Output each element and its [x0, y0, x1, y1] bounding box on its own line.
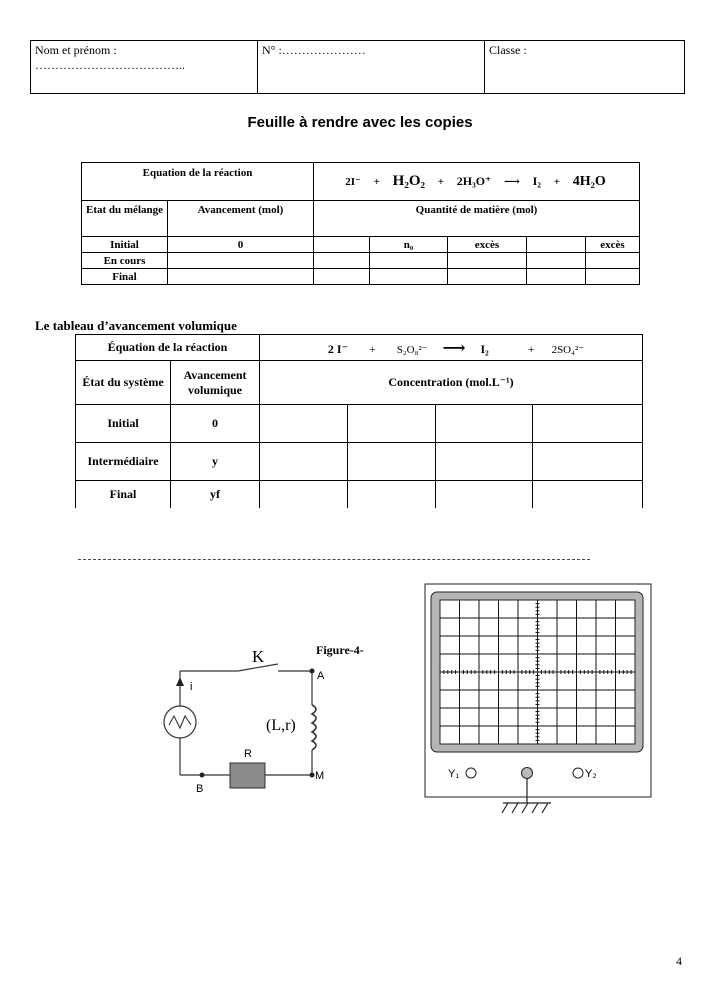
- t1-eq-label: Equation de la réaction: [82, 163, 314, 201]
- input-y1-icon: [466, 768, 476, 778]
- dashed-separator: [78, 559, 590, 560]
- page-number: 4: [676, 954, 682, 968]
- t1-cell[interactable]: [527, 269, 586, 285]
- t2-cell[interactable]: [436, 443, 533, 481]
- t2-eq-term: S₂O₈²⁻: [396, 343, 428, 356]
- page-title: Feuille à rendre avec les copies: [247, 114, 473, 131]
- t1-state-header: Etat du mélange: [82, 201, 168, 237]
- t2-cell[interactable]: [533, 443, 643, 481]
- switch-label: K: [252, 647, 265, 666]
- table-row: [82, 237, 640, 253]
- point-a-label: A: [317, 670, 325, 682]
- t2-conc-header: Concentration (mol.L⁻¹): [260, 361, 643, 405]
- class-cell[interactable]: [485, 41, 685, 94]
- number-label: N° :…………………: [262, 43, 366, 57]
- t2-state: Initial: [76, 405, 171, 443]
- number-cell[interactable]: [258, 41, 485, 94]
- t1-cell[interactable]: [370, 269, 448, 285]
- ground-input-icon: [522, 768, 533, 779]
- t2-eq-term: 2SO₄²⁻: [551, 343, 585, 356]
- reaction-table-1: [81, 162, 640, 285]
- t1-state: Final: [82, 269, 168, 285]
- t1-adv-header: Avancement (mol): [168, 201, 314, 237]
- t2-cell[interactable]: [533, 405, 643, 443]
- name-label: Nom et prénom :: [35, 43, 117, 57]
- class-label: Classe :: [489, 43, 527, 57]
- table-row: [76, 443, 643, 481]
- t2-cell[interactable]: [348, 443, 436, 481]
- node-m: [310, 773, 315, 778]
- table-row: [82, 269, 640, 285]
- t1-cell[interactable]: [370, 253, 448, 269]
- t2-eq-label: Équation de la réaction: [76, 335, 260, 361]
- t2-eq-op: +: [527, 341, 535, 356]
- resistor-label: R: [244, 748, 252, 760]
- input-y2-icon: [573, 768, 583, 778]
- t1-eq-term: 2I⁻: [345, 176, 361, 188]
- current-label: i: [190, 681, 193, 693]
- point-m-label: M: [315, 770, 325, 782]
- t1-state: En cours: [82, 253, 168, 269]
- t2-adv-header: Avancement volumique: [171, 361, 260, 405]
- inductor-coil-icon: [312, 705, 316, 750]
- t2-cell[interactable]: [260, 443, 348, 481]
- t1-adv[interactable]: [168, 253, 314, 269]
- inductor-label: (L,r): [266, 717, 296, 734]
- circuit-diagram: [150, 630, 410, 800]
- t2-cell[interactable]: [260, 405, 348, 443]
- figure-label: Figure-4-: [316, 643, 364, 657]
- t2-state: Final: [76, 481, 171, 508]
- t1-equation: [314, 163, 640, 201]
- resistor-icon: [230, 763, 265, 788]
- t1-eq-term: 4H₂O: [572, 174, 606, 189]
- student-info-table: [30, 40, 685, 94]
- t2-cell[interactable]: [436, 481, 533, 508]
- t1-cell[interactable]: [448, 253, 527, 269]
- t1-cell[interactable]: [314, 269, 370, 285]
- t1-cell[interactable]: [527, 253, 586, 269]
- t2-cell[interactable]: [348, 405, 436, 443]
- t2-adv: 0: [171, 405, 260, 443]
- table-row: [76, 481, 643, 508]
- t1-cell[interactable]: [314, 237, 370, 253]
- name-dots: ………………………………..: [35, 58, 185, 72]
- t1-qty-header: Quantité de matière (mol): [314, 201, 640, 237]
- t1-cell[interactable]: n₀: [370, 237, 448, 253]
- t1-cell[interactable]: excès: [448, 237, 527, 253]
- t2-cell[interactable]: [260, 481, 348, 508]
- t2-eq-term: I₂: [480, 341, 489, 356]
- current-arrow-icon: [176, 677, 184, 686]
- t2-eq-op: +: [368, 341, 376, 356]
- table-row: [82, 253, 640, 269]
- t1-cell[interactable]: [586, 253, 640, 269]
- t2-cell[interactable]: [533, 481, 643, 508]
- name-cell[interactable]: [31, 41, 258, 94]
- y2-label: Y₂: [585, 768, 597, 780]
- t1-cell[interactable]: excès: [586, 237, 640, 253]
- t2-state-header: État du système: [76, 361, 171, 405]
- t2-adv: yf: [171, 481, 260, 508]
- t1-eq-op: +: [553, 176, 560, 188]
- t2-adv: y: [171, 443, 260, 481]
- t2-cell[interactable]: [348, 481, 436, 508]
- t2-state: Intermédiaire: [76, 443, 171, 481]
- oscilloscope-diagram: [420, 583, 660, 828]
- node-a: [310, 669, 315, 674]
- t1-cell[interactable]: [527, 237, 586, 253]
- y1-label: Y₁: [448, 768, 460, 780]
- t1-eq-op: +: [373, 176, 380, 188]
- point-b-label: B: [196, 783, 204, 795]
- t1-eq-term: H₂O₂: [392, 173, 425, 189]
- t1-cell[interactable]: [448, 269, 527, 285]
- t1-cell[interactable]: [314, 253, 370, 269]
- t2-eq-term: 2 I⁻: [327, 341, 348, 356]
- node-b: [200, 773, 205, 778]
- t1-cell[interactable]: [586, 269, 640, 285]
- table2-label: Le tableau d’avancement volumique: [35, 318, 237, 333]
- reaction-table-2: [75, 334, 643, 508]
- t1-state: Initial: [82, 237, 168, 253]
- t2-eq-arrow: ⟶: [442, 339, 466, 357]
- t2-equation: [260, 335, 643, 361]
- t1-eq-op: +: [437, 176, 445, 188]
- t1-adv: 0: [168, 237, 314, 253]
- t1-adv[interactable]: [168, 269, 314, 285]
- t2-cell[interactable]: [436, 405, 533, 443]
- t1-eq-term: 2H₃O⁺: [456, 174, 492, 188]
- table-row: [76, 405, 643, 443]
- t1-eq-arrow: ⟶: [504, 176, 520, 188]
- t1-eq-term: I₂: [532, 174, 541, 188]
- generator-icon: [164, 706, 196, 738]
